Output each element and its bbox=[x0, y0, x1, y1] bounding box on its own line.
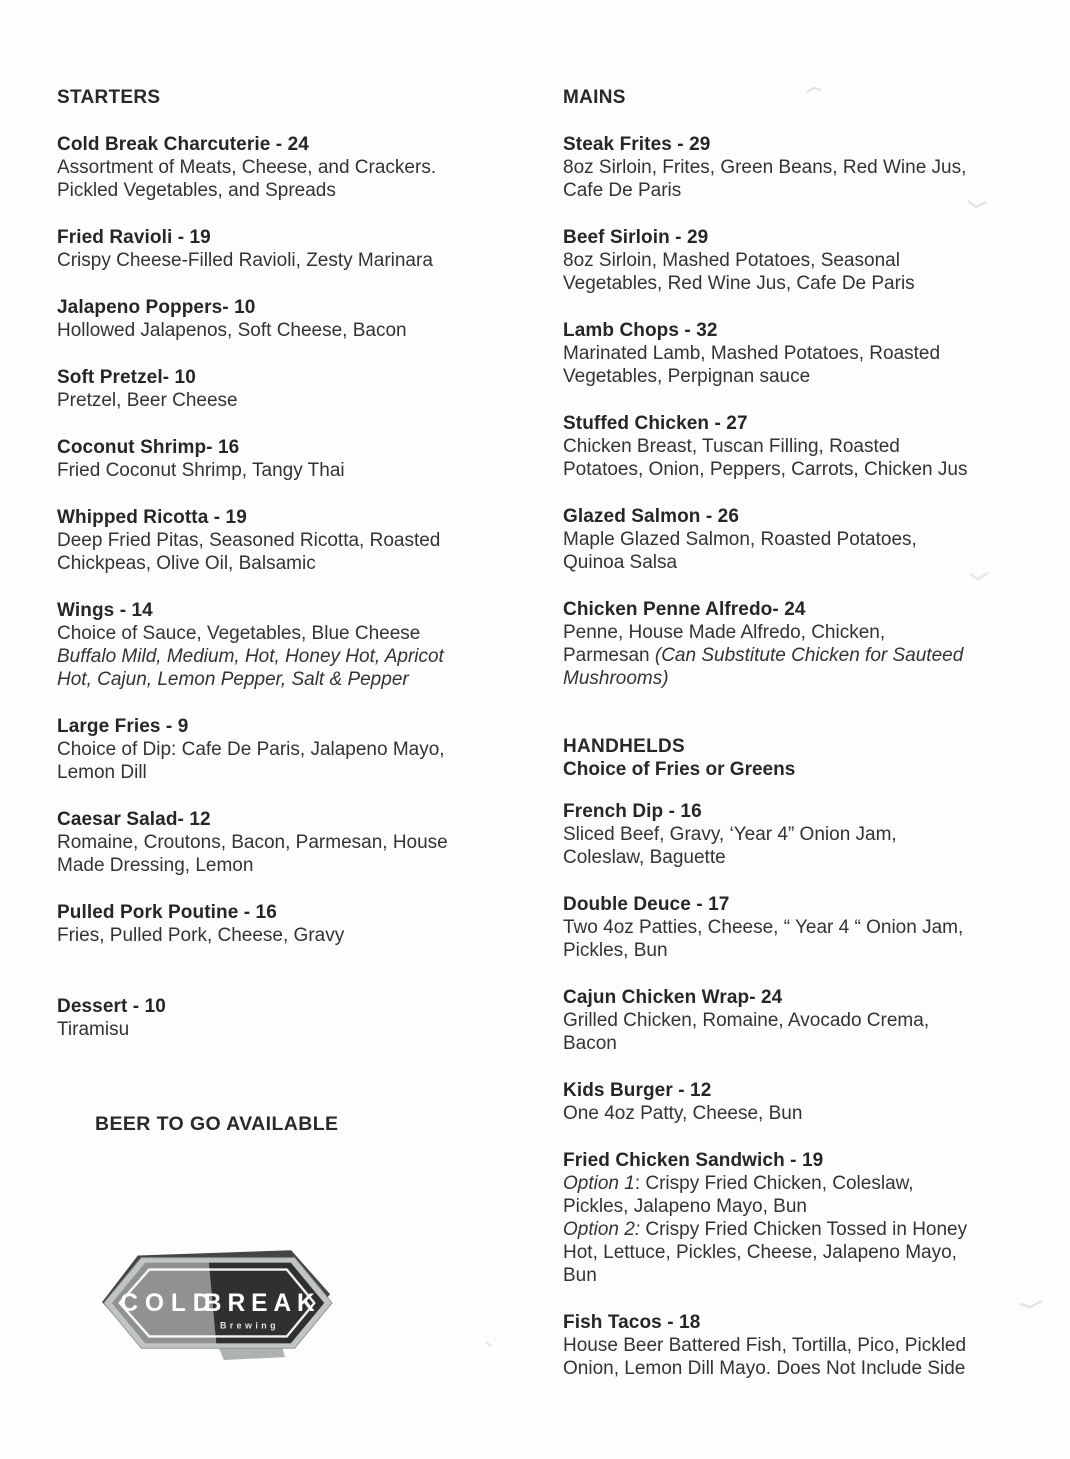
item-desc-line: Bun bbox=[563, 1265, 597, 1286]
menu-item-double-deuce bbox=[563, 893, 1015, 962]
item-name: Cajun Chicken Wrap- 24 bbox=[563, 987, 783, 1008]
item-desc-line: Pretzel, Beer Cheese bbox=[57, 390, 238, 411]
item-name: Wings - 14 bbox=[57, 600, 153, 621]
menu-item-pulled-pork-poutine bbox=[57, 901, 527, 947]
menu-item-kids-burger bbox=[563, 1079, 1015, 1125]
item-desc-line: Fried Coconut Shrimp, Tangy Thai bbox=[57, 460, 345, 481]
item-name: French Dip - 16 bbox=[563, 801, 702, 822]
item-desc-line bbox=[563, 1218, 1015, 1241]
section-header-handhelds bbox=[563, 735, 1015, 781]
item-name: Kids Burger - 12 bbox=[563, 1080, 712, 1101]
item-name: Dessert - 10 bbox=[57, 996, 166, 1017]
item-name: Fried Chicken Sandwich - 19 bbox=[563, 1150, 824, 1171]
desc-regular-segment: : Crispy Fried Chicken, Coleslaw, bbox=[634, 1173, 914, 1194]
item-name: Pulled Pork Poutine - 16 bbox=[57, 902, 277, 923]
item-desc-line bbox=[563, 1172, 1015, 1195]
menu-item-charcuterie bbox=[57, 133, 527, 202]
starters-column bbox=[57, 86, 527, 1459]
desc-regular-segment: Crispy Fried Chicken Tossed in Honey bbox=[640, 1219, 968, 1240]
menu-item-dessert bbox=[57, 995, 527, 1041]
mains-column bbox=[563, 86, 1015, 1459]
desc-italic-segment: Mushrooms) bbox=[563, 668, 669, 689]
item-desc-line: Vegetables, Red Wine Jus, Cafe De Paris bbox=[563, 273, 915, 294]
item-name: Steak Frites - 29 bbox=[563, 134, 711, 155]
section-title-starters: STARTERS bbox=[57, 87, 161, 108]
beer-to-go-notice: BEER TO GO AVAILABLE bbox=[95, 1113, 339, 1135]
menu-item-soft-pretzel bbox=[57, 366, 527, 412]
item-desc-line: Romaine, Croutons, Bacon, Parmesan, House bbox=[57, 832, 448, 853]
logo-brewing-text: Brewing bbox=[219, 1320, 279, 1331]
logo-break-text: BREAK bbox=[203, 1289, 321, 1317]
item-name: Double Deuce - 17 bbox=[563, 894, 730, 915]
wings-sauce-list-line: Hot, Cajun, Lemon Pepper, Salt & Pepper bbox=[57, 669, 409, 690]
item-desc-line: Tiramisu bbox=[57, 1019, 130, 1040]
menu-item-whipped-ricotta bbox=[57, 506, 527, 575]
item-desc-line: One 4oz Patty, Cheese, Bun bbox=[563, 1103, 803, 1124]
item-name: Soft Pretzel- 10 bbox=[57, 367, 196, 388]
item-desc-line: Lemon Dill bbox=[57, 762, 147, 783]
item-desc-line: Pickles, Jalapeno Mayo, Bun bbox=[563, 1196, 807, 1217]
wings-sauce-list-line: Buffalo Mild, Medium, Hot, Honey Hot, Apricot bbox=[57, 646, 444, 667]
item-desc-line: Crispy Cheese-Filled Ravioli, Zesty Marinara bbox=[57, 250, 433, 271]
menu-item-stuffed-chicken bbox=[563, 412, 1015, 481]
brand-logo bbox=[100, 1244, 336, 1362]
item-desc-line: Marinated Lamb, Mashed Potatoes, Roasted bbox=[563, 343, 941, 364]
item-desc-line: Onion, Lemon Dill Mayo. Does Not Include Side bbox=[563, 1358, 966, 1379]
item-desc-line: Fries, Pulled Pork, Cheese, Gravy bbox=[57, 925, 345, 946]
menu-item-french-dip bbox=[563, 800, 1015, 869]
scan-speck bbox=[1018, 1298, 1044, 1310]
item-name: Coconut Shrimp- 16 bbox=[57, 437, 240, 458]
item-desc-line: Sliced Beef, Gravy, ‘Year 4” Onion Jam, bbox=[563, 824, 897, 845]
item-desc-line: Vegetables, Perpignan sauce bbox=[563, 366, 811, 387]
menu-item-jalapeno-poppers bbox=[57, 296, 527, 342]
item-desc-line: Quinoa Salsa bbox=[563, 552, 678, 573]
logo-cold-text: COLD bbox=[120, 1289, 218, 1317]
item-desc-line bbox=[563, 644, 1015, 667]
menu-item-fish-tacos bbox=[563, 1311, 1015, 1380]
item-name: Beef Sirloin - 29 bbox=[563, 227, 709, 248]
option-label: Option 1 bbox=[563, 1173, 635, 1194]
section-title-handhelds: HANDHELDS bbox=[563, 736, 685, 757]
item-name: Fried Ravioli - 19 bbox=[57, 227, 211, 248]
menu-item-large-fries bbox=[57, 715, 527, 784]
item-desc-line: Maple Glazed Salmon, Roasted Potatoes, bbox=[563, 529, 917, 550]
item-desc-line: Two 4oz Patties, Cheese, “ Year 4 “ Onion Jam, bbox=[563, 917, 964, 938]
item-name: Glazed Salmon - 26 bbox=[563, 506, 740, 527]
item-desc-line: Choice of Sauce, Vegetables, Blue Cheese bbox=[57, 623, 421, 644]
item-desc-line: Pickled Vegetables, and Spreads bbox=[57, 180, 336, 201]
item-desc-line: 8oz Sirloin, Mashed Potatoes, Seasonal bbox=[563, 250, 900, 271]
menu-item-fried-chicken-sandwich bbox=[563, 1149, 1015, 1287]
item-desc-line: Hot, Lettuce, Pickles, Cheese, Jalapeno Mayo, bbox=[563, 1242, 957, 1263]
item-name: Caesar Salad- 12 bbox=[57, 809, 211, 830]
menu-item-glazed-salmon bbox=[563, 505, 1015, 574]
menu-item-cajun-chicken-wrap bbox=[563, 986, 1015, 1055]
item-name: Chicken Penne Alfredo- 24 bbox=[563, 599, 806, 620]
item-desc-line: Pickles, Bun bbox=[563, 940, 668, 961]
option-label: Option 2: bbox=[563, 1219, 641, 1240]
desc-regular-segment: Parmesan bbox=[563, 645, 655, 666]
item-desc-line: Assortment of Meats, Cheese, and Crackers. bbox=[57, 157, 437, 178]
item-name: Large Fries - 9 bbox=[57, 716, 189, 737]
menu-item-lamb-chops bbox=[563, 319, 1015, 388]
item-desc-line: Bacon bbox=[563, 1033, 617, 1054]
menu-item-caesar-salad bbox=[57, 808, 527, 877]
item-desc-line: 8oz Sirloin, Frites, Green Beans, Red Wine Jus, bbox=[563, 157, 967, 178]
menu-item-steak-frites bbox=[563, 133, 1015, 202]
menu-item-chicken-penne-alfredo bbox=[563, 598, 1015, 690]
menu-item-wings bbox=[57, 599, 527, 691]
item-desc-line: Cafe De Paris bbox=[563, 180, 682, 201]
menu-item-beef-sirloin bbox=[563, 226, 1015, 295]
item-desc-line: Made Dressing, Lemon bbox=[57, 855, 254, 876]
menu-item-fried-ravioli bbox=[57, 226, 527, 272]
desc-italic-segment: (Can Substitute Chicken for Sauteed bbox=[654, 645, 964, 666]
item-desc-line: Chickpeas, Olive Oil, Balsamic bbox=[57, 553, 316, 574]
cold-break-brewing-logo bbox=[100, 1244, 336, 1362]
item-desc-line: Potatoes, Onion, Peppers, Carrots, Chicken Jus bbox=[563, 459, 968, 480]
item-desc-line: Hollowed Jalapenos, Soft Cheese, Bacon bbox=[57, 320, 407, 341]
item-name: Fish Tacos - 18 bbox=[563, 1312, 701, 1333]
item-name: Lamb Chops - 32 bbox=[563, 320, 718, 341]
item-desc-line: Choice of Dip: Cafe De Paris, Jalapeno Mayo, bbox=[57, 739, 445, 760]
item-desc-line: Coleslaw, Baguette bbox=[563, 847, 726, 868]
item-desc-line: Deep Fried Pitas, Seasoned Ricotta, Roasted bbox=[57, 530, 441, 551]
item-desc-line: Penne, House Made Alfredo, Chicken, bbox=[563, 622, 886, 643]
item-desc-line: House Beer Battered Fish, Tortilla, Pico, Pickled bbox=[563, 1335, 967, 1356]
item-name: Stuffed Chicken - 27 bbox=[563, 413, 748, 434]
item-desc-line: Chicken Breast, Tuscan Filling, Roasted bbox=[563, 436, 900, 457]
section-title-mains: MAINS bbox=[563, 87, 626, 108]
item-name: Whipped Ricotta - 19 bbox=[57, 507, 247, 528]
menu-item-coconut-shrimp bbox=[57, 436, 527, 482]
item-name: Jalapeno Poppers- 10 bbox=[57, 297, 256, 318]
item-desc-line: Grilled Chicken, Romaine, Avocado Crema, bbox=[563, 1010, 930, 1031]
handhelds-subtitle: Choice of Fries or Greens bbox=[563, 759, 796, 780]
item-name: Cold Break Charcuterie - 24 bbox=[57, 134, 309, 155]
